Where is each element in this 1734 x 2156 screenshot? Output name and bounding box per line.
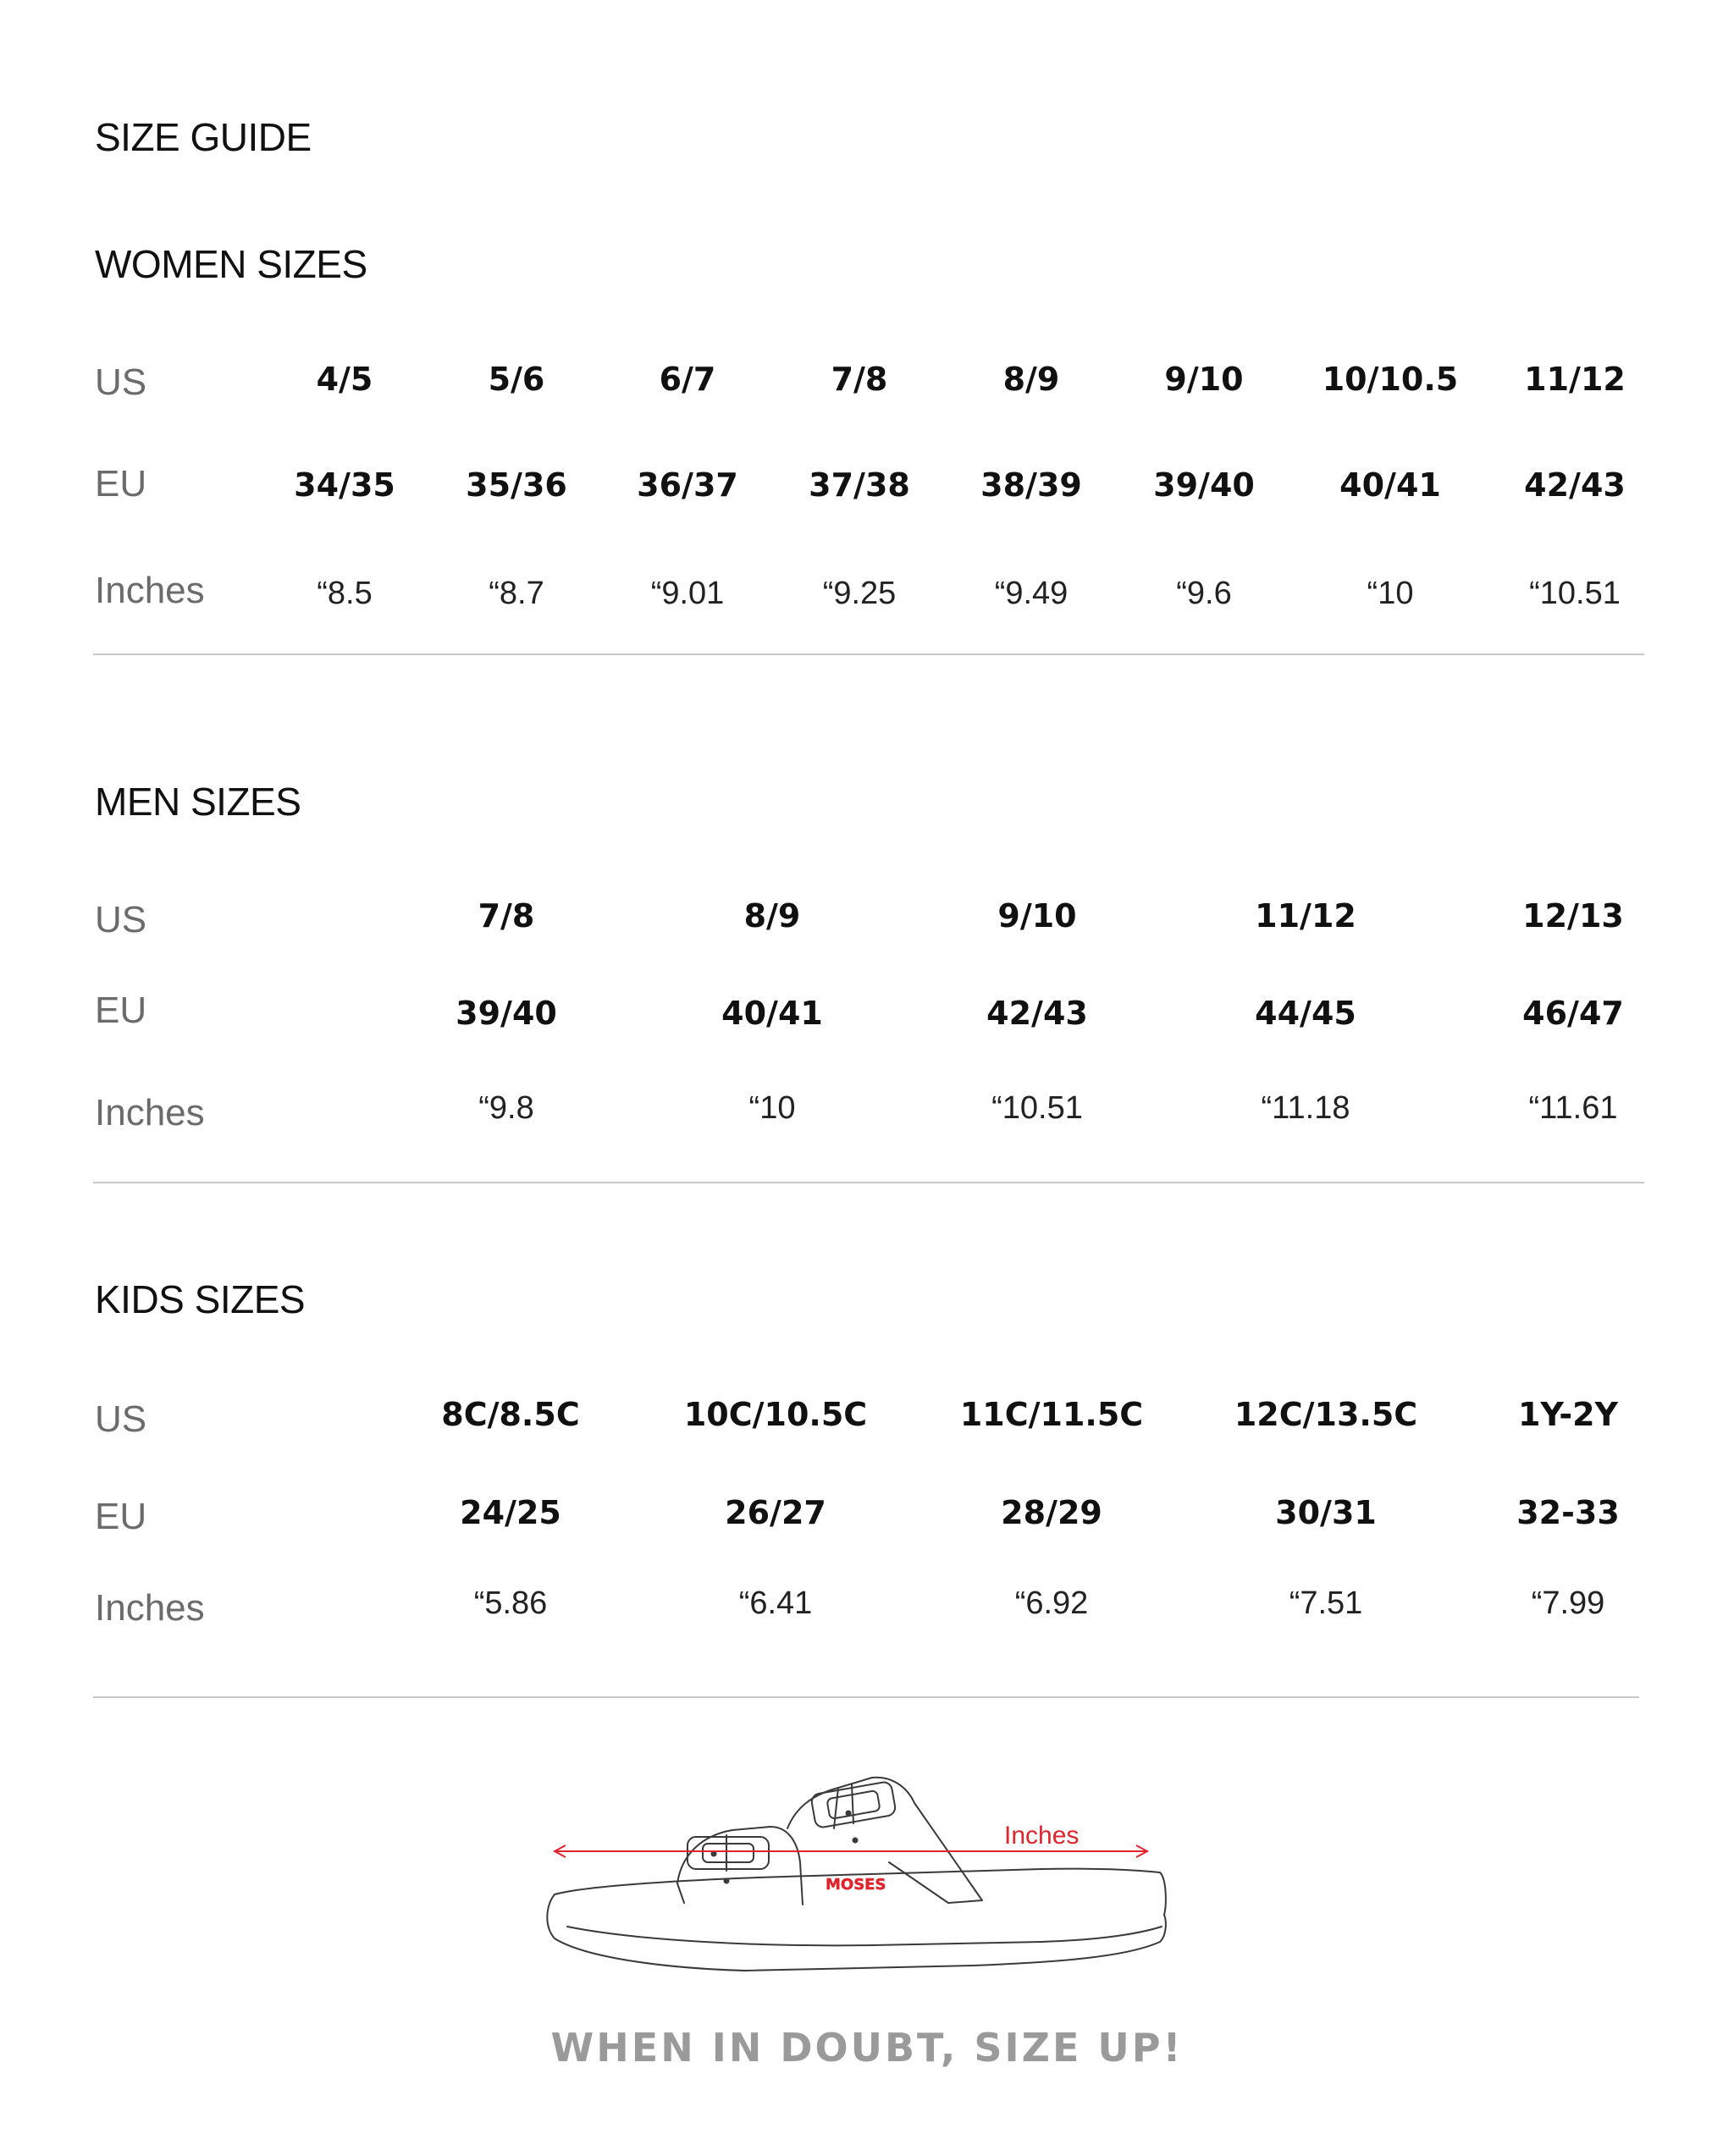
kids-eu-label: EU (95, 1496, 147, 1537)
women-us-label: US (95, 361, 147, 403)
men-inches-cell: “10 (748, 1090, 796, 1126)
women-inches-cell: “9.01 (650, 576, 725, 611)
men-inches-cell: “10.51 (991, 1090, 1083, 1126)
women-eu-cell: 36/37 (637, 466, 738, 504)
women-inches-cell: “9.25 (822, 576, 897, 611)
men-eu-cell: 39/40 (456, 995, 557, 1032)
brand-logo-text: MOSES (826, 1876, 886, 1894)
women-inches-cell: “9.6 (1176, 576, 1232, 611)
men-eu-cell: 40/41 (721, 995, 823, 1032)
men-us-label: US (95, 899, 147, 940)
men-inches-cell: “11.18 (1261, 1090, 1350, 1126)
kids-sizes-heading: KIDS SIZES (95, 1277, 306, 1321)
kids-divider (93, 1696, 1639, 1698)
men-divider (93, 1182, 1644, 1183)
kids-eu-cell: 28/29 (1001, 1494, 1102, 1531)
kids-inches-cell: “7.51 (1289, 1585, 1363, 1621)
kids-inches-label: Inches (95, 1587, 205, 1629)
women-eu-cell: 37/38 (809, 466, 910, 504)
kids-us-cell: 11C/11.5C (959, 1396, 1144, 1433)
women-us-cell: 11/12 (1524, 361, 1626, 398)
kids-inches-cell: “7.99 (1531, 1585, 1605, 1621)
women-eu-cell: 34/35 (294, 466, 395, 504)
women-eu-cell: 39/40 (1153, 466, 1255, 504)
women-us-cell: 10/10.5 (1322, 361, 1459, 398)
women-us-cell: 6/7 (659, 361, 716, 398)
women-us-cell: 5/6 (488, 361, 545, 398)
women-divider (93, 653, 1644, 655)
kids-eu-cell: 32-33 (1516, 1494, 1620, 1531)
men-us-cell: 9/10 (997, 897, 1077, 935)
kids-us-cell: 1Y-2Y (1517, 1396, 1619, 1433)
men-us-cell: 12/13 (1522, 897, 1624, 935)
men-inches-label: Inches (95, 1092, 205, 1133)
women-inches-cell: “8.5 (317, 576, 373, 611)
women-inches-label: Inches (95, 570, 205, 611)
kids-eu-cell: 30/31 (1275, 1494, 1377, 1531)
kids-us-cell: 12C/13.5C (1234, 1396, 1418, 1433)
measure-inches-label: Inches (1004, 1822, 1080, 1850)
men-inches-cell: “9.8 (478, 1090, 534, 1126)
men-us-cell: 11/12 (1255, 897, 1356, 935)
men-eu-cell: 46/47 (1522, 995, 1624, 1032)
women-us-cell: 7/8 (831, 361, 888, 398)
men-sizes-heading: MEN SIZES (95, 780, 301, 824)
kids-inches-cell: “6.92 (1014, 1585, 1089, 1621)
women-eu-cell: 35/36 (466, 466, 567, 504)
kids-inches-cell: “6.41 (738, 1585, 813, 1621)
men-us-cell: 8/9 (743, 897, 801, 935)
sandal-measurement-diagram (533, 1735, 1177, 1989)
women-eu-cell: 38/39 (980, 466, 1082, 504)
kids-us-label: US (95, 1398, 147, 1440)
men-eu-cell: 42/43 (986, 995, 1088, 1032)
kids-us-cell: 10C/10.5C (683, 1396, 868, 1433)
women-eu-cell: 42/43 (1524, 466, 1626, 504)
page-title: SIZE GUIDE (95, 115, 312, 159)
kids-eu-cell: 24/25 (460, 1494, 561, 1531)
women-inches-cell: “10 (1367, 576, 1414, 611)
men-eu-label: EU (95, 990, 147, 1031)
women-sizes-heading: WOMEN SIZES (95, 242, 367, 286)
women-eu-label: EU (95, 463, 147, 505)
women-us-cell: 8/9 (1002, 361, 1060, 398)
women-inches-cell: “9.49 (994, 576, 1069, 611)
kids-inches-cell: “5.86 (473, 1585, 548, 1621)
women-us-cell: 9/10 (1164, 361, 1244, 398)
women-eu-cell: 40/41 (1339, 466, 1441, 504)
kids-eu-cell: 26/27 (725, 1494, 826, 1531)
women-inches-cell: “8.7 (489, 576, 544, 611)
men-eu-cell: 44/45 (1255, 995, 1356, 1032)
men-inches-cell: “11.61 (1528, 1090, 1618, 1126)
size-up-tagline: WHEN IN DOUBT, SIZE UP! (550, 2025, 1184, 2071)
men-us-cell: 7/8 (478, 897, 535, 935)
kids-us-cell: 8C/8.5C (441, 1396, 580, 1433)
women-us-cell: 4/5 (316, 361, 373, 398)
women-inches-cell: “10.51 (1529, 576, 1621, 611)
